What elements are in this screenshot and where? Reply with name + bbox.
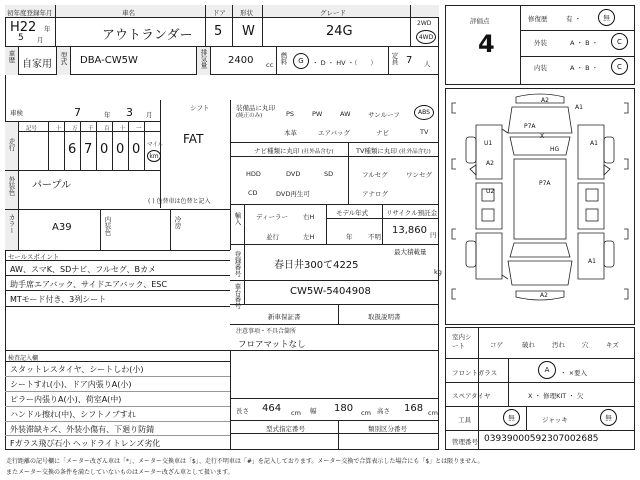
mark-p7a-side: P7A bbox=[539, 180, 551, 187]
nav-title bbox=[254, 146, 333, 155]
color-code-label: カラー bbox=[7, 214, 16, 234]
import-left: 左H bbox=[303, 233, 315, 241]
drive-2wd: 2WD bbox=[417, 20, 432, 27]
mileage-mark-label: 記号 bbox=[26, 126, 38, 132]
width-value: 180 bbox=[334, 403, 354, 414]
inspector-note-6: Fガラス飛び石小 ヘッドライトレンズ劣化 bbox=[10, 439, 161, 448]
import-label: 輸入 bbox=[233, 212, 242, 225]
inspector-notes-label: 検査記入欄 bbox=[8, 355, 39, 362]
score-label: 評価点 bbox=[470, 17, 490, 25]
footer-line-2: またメーター交換の条件を満たしていないものはメーター改ざん車として扱います。 bbox=[6, 469, 234, 476]
inspector-note-1: スタットレスタイヤ、シートしわ(小) bbox=[10, 365, 144, 374]
inspection-month-unit: 月 bbox=[146, 111, 153, 119]
repair-options: 有 ・ bbox=[566, 15, 582, 23]
tv-title bbox=[356, 146, 431, 155]
month-unit: 月 bbox=[37, 36, 44, 44]
control-value: 039390005923070026​85 bbox=[484, 434, 599, 444]
length-value: 464 bbox=[262, 403, 282, 414]
first-reg-label: 初年度登録年月 bbox=[7, 9, 53, 17]
windshield-circle bbox=[538, 361, 556, 379]
jack-value: 無 bbox=[605, 414, 612, 422]
interior-sheet-label: 室内シート bbox=[452, 333, 472, 350]
mark-p7a: P7A bbox=[524, 123, 536, 130]
car-name: アウトランダー bbox=[102, 28, 193, 43]
recycle-ac-label: 冷房 bbox=[173, 216, 182, 229]
equip-navi: ナビ bbox=[376, 129, 389, 137]
fuel-g: G bbox=[298, 57, 304, 65]
chassis-value: CW5W-5404908 bbox=[290, 286, 371, 297]
mileage-digit-2: 7 bbox=[84, 142, 93, 157]
inspector-note-4: ハンドル擦れ(中)、シフトノブすれ bbox=[10, 410, 136, 419]
model-year-label: モデル年式 bbox=[336, 209, 369, 217]
import-right: 右H bbox=[303, 213, 315, 221]
grade: 24G bbox=[326, 24, 353, 39]
interior-grade-label: 内装 bbox=[534, 64, 547, 72]
sales-point-3: MTモード付き、3列シート bbox=[10, 295, 107, 304]
mark-a1-bottom: A1 bbox=[588, 258, 596, 265]
shape: W bbox=[242, 24, 255, 39]
repair-value-circle bbox=[598, 9, 615, 26]
inspector-note-3: ピラー内張りA(小)、荷室A(中) bbox=[10, 395, 122, 404]
equip-aw: AW bbox=[340, 110, 351, 118]
mark-x: X bbox=[540, 133, 545, 140]
mark-u2: U2 bbox=[486, 188, 495, 195]
mileage-manten-label: 万 bbox=[72, 126, 78, 132]
mark-hg: HG bbox=[550, 146, 560, 153]
displacement-label: 排気量 bbox=[199, 49, 208, 69]
capacity-label: 定員 bbox=[390, 52, 399, 65]
recycle-amount: 13,860 bbox=[392, 225, 427, 236]
shift-label: シフト bbox=[190, 104, 210, 112]
drive-4wd-circle bbox=[416, 30, 436, 44]
nav-sub: (社外品含む) bbox=[301, 149, 334, 155]
color-code-value: A39 bbox=[52, 222, 72, 233]
capacity-unit: 人 bbox=[424, 60, 431, 68]
mileage-one-label: 一 bbox=[136, 126, 142, 132]
tv-oneseg: ワンセグ bbox=[406, 171, 432, 179]
tools-label: 工具 bbox=[458, 416, 471, 424]
control-label: 管理番号 bbox=[452, 438, 478, 446]
repair-label: 修復歴 bbox=[528, 15, 548, 23]
width-label: 幅 bbox=[310, 407, 317, 415]
interior-grade-value: C bbox=[617, 62, 622, 71]
repair-value: 無 bbox=[603, 14, 610, 22]
mileage-km-circle bbox=[147, 150, 161, 162]
first-reg-era: H22 bbox=[10, 20, 37, 35]
width-unit: cm bbox=[361, 409, 371, 417]
interior-grade-options: A ・ B ・ bbox=[570, 64, 599, 72]
mileage-tens-label: 十 bbox=[56, 126, 62, 132]
capacity-value: 7 bbox=[406, 55, 413, 66]
mark-a2-bottom: A2 bbox=[540, 292, 548, 299]
tv-analog: アナログ bbox=[362, 190, 388, 198]
mark-u1: U1 bbox=[484, 140, 493, 147]
jack-circle bbox=[600, 409, 617, 426]
shape-label: 形状 bbox=[240, 9, 253, 17]
recycle-label: リサイクル預託金 bbox=[386, 209, 438, 217]
mileage-label: 走行 bbox=[7, 138, 16, 151]
mark-a1-right: A1 bbox=[590, 140, 598, 147]
doors: 5 bbox=[214, 24, 223, 39]
exterior-color-value: パープル bbox=[32, 180, 72, 191]
class-label: 類別区分番号 bbox=[368, 425, 407, 433]
year-unit: 年 bbox=[44, 25, 51, 33]
inspection-label: 車検 bbox=[10, 109, 23, 117]
nav-cd: CD bbox=[248, 189, 258, 197]
max-load-unit: kg bbox=[434, 268, 442, 276]
interior-grade-circle bbox=[611, 58, 628, 75]
drive-4wd: 4WD bbox=[418, 33, 434, 41]
caution-label: 注意事項・不具合箇所 bbox=[236, 328, 297, 335]
car-name-label: 車名 bbox=[122, 9, 135, 17]
equip-tv: TV bbox=[420, 128, 429, 136]
exterior-grade-label: 外装 bbox=[534, 39, 547, 47]
mileage-digit-5: 0 bbox=[132, 142, 141, 157]
height-label: 高さ bbox=[377, 407, 390, 415]
height-value: 168 bbox=[404, 403, 424, 414]
length-label: 長さ bbox=[236, 407, 249, 415]
cc-unit: cc bbox=[266, 61, 274, 69]
mark-a2-left: A2 bbox=[486, 160, 494, 167]
score-value: 4 bbox=[478, 30, 495, 58]
new-warranty: 新車保証書 bbox=[268, 313, 301, 321]
use-value: 自家用 bbox=[22, 59, 52, 70]
interior-color-label: 内装色 bbox=[103, 216, 112, 236]
displacement-value: 2400 bbox=[228, 55, 254, 66]
exterior-color-note: ( ) 色替車は色替と記入 bbox=[148, 198, 211, 205]
equip-abs: ABS bbox=[418, 109, 430, 116]
equip-airbag: エアバッグ bbox=[318, 129, 350, 137]
length-unit: cm bbox=[291, 409, 301, 417]
sheet-tear: 破れ bbox=[522, 341, 535, 349]
tools-circle bbox=[503, 409, 520, 426]
exterior-grade-circle bbox=[611, 33, 628, 50]
spare-label: スペアタイヤ bbox=[452, 392, 491, 400]
manual-book: 取扱説明書 bbox=[368, 313, 401, 321]
model-year-unit: 年 bbox=[346, 233, 353, 241]
grade-label: グレード bbox=[320, 9, 346, 17]
windshield-note: ・ ×要入 bbox=[560, 369, 588, 377]
chassis-label: 車台番号 bbox=[233, 283, 242, 309]
exterior-grade-options: A ・ B ・ bbox=[570, 39, 599, 47]
inspector-note-2: シートすれ(小)、ドア内張りA(小) bbox=[10, 380, 132, 389]
jack-label: ジャッキ bbox=[542, 416, 568, 424]
footer-line-1: 走行距離の記号欄に「メーター改ざん車は「*」、メーター交換車は「$」、走行不明車は「#」を記入しております。メーター交換で合算表示した場合にも「$」とは限りません。 bbox=[6, 458, 484, 465]
model-label: 型式 bbox=[59, 52, 68, 65]
caution-value: フロアマットなし bbox=[238, 340, 306, 350]
equip-sunroof: サンルーフ bbox=[368, 111, 400, 119]
mileage-thousand-label: 千 bbox=[88, 126, 94, 132]
sheet-burn: コゲ bbox=[490, 341, 503, 349]
sheet-scratch: キズ bbox=[606, 341, 619, 349]
mileage-hundred-label: 百 bbox=[104, 126, 110, 132]
use-label: 車歴 bbox=[7, 50, 16, 63]
sheet-hole: 穴 bbox=[582, 341, 589, 349]
fuel-g-circle bbox=[293, 53, 309, 69]
mileage-digit-3: 0 bbox=[100, 142, 109, 157]
equip-ps: PS bbox=[286, 110, 295, 118]
mark-a2-top: A2 bbox=[541, 97, 549, 104]
inspection-year: 7 bbox=[74, 106, 81, 119]
equip-abs-circle bbox=[414, 105, 434, 120]
windshield-value: A bbox=[544, 366, 550, 374]
nav-hdd: HDD bbox=[246, 170, 261, 178]
nav-title-text: ナビ種類に丸印 bbox=[254, 147, 300, 155]
equip-leather: 本革 bbox=[284, 129, 297, 137]
nav-dvd-play: DVD再生可 bbox=[276, 190, 310, 198]
height-unit: cm bbox=[428, 409, 438, 417]
registration-value: 春日井300て4225 bbox=[274, 260, 359, 271]
recycle-unit: 円 bbox=[430, 231, 437, 239]
tools-value: 無 bbox=[508, 414, 515, 422]
door-label: ドア bbox=[213, 9, 226, 17]
tv-fullseg: フルセグ bbox=[362, 171, 388, 179]
mark-a1-top: A1 bbox=[575, 104, 583, 111]
model-value: DBA-CW5W bbox=[80, 55, 138, 66]
equipment-label: 装備品に丸印 bbox=[236, 104, 275, 112]
mileage-digit-1: 6 bbox=[68, 142, 77, 157]
spare-options: X ・ 修理KIT ・ 欠 bbox=[528, 392, 584, 400]
sheet-stain: 汚れ bbox=[552, 341, 565, 349]
inspection-month: 3 bbox=[126, 106, 133, 119]
exterior-grade-value: C bbox=[617, 37, 622, 46]
import-dealer: ディーラー bbox=[256, 213, 288, 221]
nav-sd: SD bbox=[324, 170, 334, 178]
nav-dvd: DVD bbox=[286, 170, 301, 178]
inspector-note-5: 外装滞缺キズ、外装小傷有、下廻り防錆 bbox=[10, 425, 155, 434]
sales-points-label: セールスポイント bbox=[8, 253, 60, 261]
mileage-unit-mile: マイル bbox=[147, 142, 164, 148]
type-label: 型式指定番号 bbox=[266, 425, 305, 433]
max-load-label: 最大積載量 bbox=[394, 248, 427, 256]
shift-value: FAT bbox=[183, 132, 204, 146]
fuel-options: ・ D ・ HV ・（ ） bbox=[312, 59, 377, 67]
mileage-digit-4: 0 bbox=[116, 142, 125, 157]
equip-pw: PW bbox=[312, 110, 323, 118]
car-diagram bbox=[446, 89, 634, 324]
equipment-sublabel: (純正のみ) bbox=[236, 113, 263, 119]
inspection-year-unit: 年 bbox=[104, 111, 111, 119]
sales-point-2: 助手席エアバック、サイドエアバック、ESC bbox=[10, 280, 167, 289]
sales-point-1: AW、スマK、SDナビ、フルセグ、Bカメ bbox=[10, 265, 157, 274]
model-year-unknown: 不明 bbox=[368, 233, 381, 241]
registration-label: 登録番号 bbox=[233, 251, 242, 277]
tv-title-text: TV種類に丸印 bbox=[356, 147, 397, 155]
import-parallel: 並行 bbox=[266, 233, 279, 241]
mileage-ten-label: 十 bbox=[120, 126, 126, 132]
first-reg-month: 5 bbox=[18, 33, 24, 43]
tv-sub: (社外品含む) bbox=[399, 149, 431, 155]
fuel-label: 燃料 bbox=[279, 52, 288, 65]
exterior-color-label: 外装色 bbox=[7, 176, 16, 196]
windshield-label: フロントガラス bbox=[452, 369, 498, 377]
mileage-unit-km: km bbox=[149, 152, 159, 160]
